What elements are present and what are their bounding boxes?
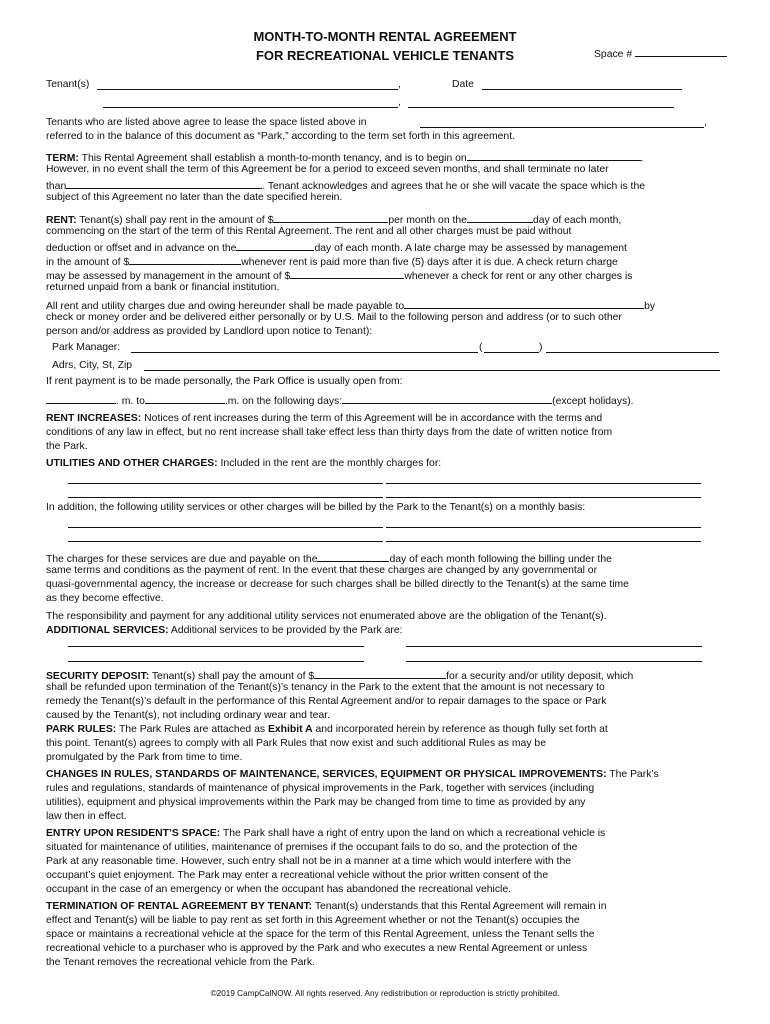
entry-line-3: Park at any reasonable time. However, such entry shall not be in a manner at a time which would interfere with the [46, 856, 571, 867]
term-line-2: However, in no event shall the term of this Agreement be for a period to exceed seven months, and shall terminate no later [46, 164, 609, 175]
rent-text-5a: may be assessed by management in the amount of $ [46, 271, 291, 282]
rent-line-4 [46, 254, 618, 268]
tenant-label: Tenant(s) [46, 79, 90, 90]
rent-line-9: person and/or address as provided by Landlord upon notice to Tenant): [46, 326, 373, 337]
termination-line-1 [46, 901, 607, 912]
term-heading: TERM: [46, 153, 79, 164]
changes-heading: CHANGES IN RULES, STANDARDS OF MAINTENANCE, SERVICES, EQUIPMENT OR PHYSICAL IMPROVEMENTS: [46, 769, 607, 780]
utilities-line-5: quasi-governmental agency, the increase or decrease for such charges shall be billed directly to the Tenant(s) at the same time [46, 579, 629, 590]
tenant-name-blank-1[interactable] [97, 89, 398, 90]
termination-heading: TERMINATION OF RENTAL AGREEMENT BY TENANT: [46, 901, 313, 912]
utility-billed-blank-4[interactable] [386, 541, 701, 542]
security-line-4: caused by the Tenant(s), not including ordinary wear and tear. [46, 710, 330, 721]
rent-line-5 [46, 268, 632, 282]
entry-line-2: situated for maintenance of utilities, maintenance of premises if the occupant fails to do so, and the protection of the [46, 842, 578, 853]
rent-line-6: returned unpaid from a bank or financial institution. [46, 282, 280, 293]
rent-line-11 [46, 393, 634, 407]
utility-included-blank-2[interactable] [386, 483, 701, 484]
park-name-blank[interactable] [420, 127, 704, 128]
utilities-line-3 [46, 551, 612, 565]
rent-text-4a: in the amount of $ [46, 257, 130, 268]
address-label: Adrs, City, St, Zip [52, 360, 133, 371]
rent-line-8: check or money order and be delivered either personally or by U.S. Mail to the following person and address (or to such other [46, 312, 622, 323]
exhibit-a: Exhibit A [267, 724, 313, 735]
rent-text-1b: per month on the [388, 215, 467, 226]
rent-line-7 [46, 298, 655, 312]
rent-day-blank[interactable] [467, 212, 533, 223]
security-line-2: shall be refunded upon termination of the Tenant(s)’s tenancy in the Park to the extent that the amount is not necessary to [46, 682, 605, 693]
title-line-1: MONTH-TO-MONTH RENTAL AGREEMENT [253, 29, 517, 44]
utility-included-blank-3[interactable] [68, 497, 383, 498]
changes-text-1b: The Park’s [609, 769, 659, 780]
security-line-3: remedy the Tenant(s)’s default in the performance of this Rental Agreement and/or to repair damages to the space or Park [46, 696, 607, 707]
term-start-blank[interactable] [467, 150, 641, 161]
security-text-1b: for a security and/or utility deposit, which [446, 671, 634, 682]
rent-increases-text-1: Notices of rent increases during the term of this Agreement will be in accordance with the terms and [144, 413, 603, 424]
additional-service-blank-2[interactable] [406, 646, 702, 647]
rent-line-2: commencing on the start of the term of this Rental Agreement. The rent and all other charges must be paid without [46, 226, 572, 237]
phone-area-code-blank[interactable] [484, 352, 539, 353]
paren-close: ) [539, 342, 543, 353]
utilities-text-1: Included in the rent are the monthly charges for: [220, 458, 442, 469]
additional-line-1 [46, 625, 403, 636]
park-rules-text-1b: and incorporated herein by reference as though fully set forth at [315, 724, 608, 735]
utilities-line-4: same terms and conditions as the payment of rent. In the event that these charges are changed by any governmental or [46, 565, 598, 576]
utilities-text-3a: The charges for these services are due and payable on the [46, 554, 318, 565]
utilities-heading: UTILITIES AND OTHER CHARGES: [46, 458, 218, 469]
termination-line-5: the Tenant removes the recreational vehicle from the Park. [46, 957, 315, 968]
term-line-1: TERM: This Rental Agreement shall establish a month-to-month tenancy, and is to begin on . [46, 150, 644, 164]
term-text-1: This Rental Agreement shall establish a month-to-month tenancy, and is to begin on [81, 153, 467, 164]
space-label: Space # [594, 49, 633, 60]
utilities-text-3b: day of each month following the billing under the [389, 554, 612, 565]
rent-text-3a: deduction or offset and in advance on the [46, 243, 237, 254]
payable-to-blank[interactable] [404, 298, 644, 309]
comma-3: , [704, 117, 707, 128]
rent-increases-heading: RENT INCREASES: [46, 413, 142, 424]
security-line-1 [46, 668, 633, 682]
entry-line-5: occupant in the case of an emergency or when the occupant has abandoned the recreational vehicle. [46, 884, 512, 895]
open-from-blank[interactable] [46, 393, 116, 404]
additional-text-1: Additional services to be provided by the Park are: [170, 625, 403, 636]
park-rules-line-2: this point. Tenant(s) agrees to comply with all Park Rules that now exist and such additional Rules as may be [46, 738, 546, 749]
utilities-line-6: as they become effective. [46, 593, 164, 604]
utility-included-blank-1[interactable] [68, 483, 383, 484]
park-rules-text-1a: The Park Rules are attached as [118, 724, 266, 735]
rent-text-11b: .m. on the following days: [224, 396, 343, 407]
changes-line-1 [46, 769, 659, 780]
date-blank-1[interactable] [482, 89, 682, 90]
date-blank-2[interactable] [408, 107, 674, 108]
changes-line-3: utilities), equipment and physical improvements within the Park may be changed from time to time as provided by any [46, 797, 586, 808]
park-manager-label: Park Manager: [52, 342, 121, 353]
security-heading: SECURITY DEPOSIT: [46, 671, 150, 682]
rent-line-3 [46, 240, 627, 254]
additional-service-blank-3[interactable] [68, 661, 364, 662]
utility-billed-blank-2[interactable] [386, 527, 701, 528]
paren-open: ( [479, 342, 483, 353]
tenant-name-blank-2[interactable] [103, 107, 398, 108]
copyright-footer: ©2019 CampCalNOW. All rights reserved. Any redistribution or reproduction is strictly prohibited. [210, 989, 560, 998]
billing-day-blank[interactable] [317, 551, 389, 562]
space-number-blank[interactable] [635, 46, 727, 57]
additional-heading: ADDITIONAL SERVICES: [46, 625, 169, 636]
park-rules-heading: PARK RULES: [46, 724, 117, 735]
title-line-2: FOR RECREATIONAL VEHICLE TENANTS [255, 48, 515, 63]
intro-text-b: referred to in the balance of this document as “Park,” according to the term set forth in this agreement. [46, 131, 515, 142]
comma-1: , [398, 79, 401, 90]
rent-increases-line-1 [46, 413, 602, 424]
park-rules-line-1 [46, 724, 608, 735]
check-return-blank[interactable] [290, 268, 404, 279]
rent-text-3b: day of each month. A late charge may be assessed by management [314, 243, 627, 254]
intro-text-a: Tenants who are listed above agree to lease the space listed above in [46, 117, 367, 128]
phone-number-blank[interactable] [546, 352, 719, 353]
security-deposit-blank[interactable] [314, 668, 446, 679]
rent-advance-day-blank[interactable] [236, 240, 314, 251]
rent-text-7b: by [644, 301, 656, 312]
date-label: Date [452, 79, 474, 90]
changes-line-4: law then in effect. [46, 811, 127, 822]
security-text-1a: Tenant(s) shall pay the amount of $ [151, 671, 315, 682]
term-than: than [46, 181, 67, 192]
address-blank[interactable] [144, 370, 720, 371]
utility-included-blank-4[interactable] [386, 497, 701, 498]
rent-text-11c: (except holidays). [552, 396, 634, 407]
utilities-line-2: In addition, the following utility services or other charges will be billed by the Park to the Tenant(s) on a monthly basis: [46, 502, 586, 513]
rent-amount-blank[interactable] [273, 212, 388, 223]
entry-line-4: occupant’s quiet enjoyment. The Park may enter a recreational vehicle without the prior written consent of the [46, 870, 549, 881]
comma-2: , [398, 97, 401, 108]
additional-service-blank-1[interactable] [68, 646, 364, 647]
rent-text-5b: whenever a check for rent or any other charges is [404, 271, 633, 282]
term-line-3 [46, 178, 645, 192]
utilities-line-7: The responsibility and payment for any additional utility services not enumerated above are the obligation of the Tenant(s). [46, 611, 607, 622]
park-rules-line-3: promulgated by the Park from time to time. [46, 752, 243, 763]
changes-line-2: rules and regulations, standards of maintenance of physical improvements in the Park, together with services (including [46, 783, 595, 794]
rent-line-1 [46, 212, 621, 226]
rent-text-7a: All rent and utility charges due and owing hereunder shall be made payable to [46, 301, 405, 312]
rent-text-1c: day of each month, [532, 215, 622, 226]
termination-line-3: space or maintains a recreational vehicle at the space for the term of this Rental Agreement, unless the Tenant sells the [46, 929, 595, 940]
rent-text-4b: whenever rent is paid more than five (5) days after it is due. A check return charge [241, 257, 618, 268]
term-end-blank[interactable] [66, 178, 262, 189]
park-manager-blank[interactable] [131, 352, 478, 353]
termination-line-2: effect and Tenant(s) will be liable to pay rent as set forth in this Agreement whether or not the Tenant(s) occupies the [46, 915, 580, 926]
termination-line-4: recreational vehicle to a purchaser who is approved by the Park and who executes a new Rental Agreement or unless [46, 943, 588, 954]
termination-text-1: Tenant(s) understands that this Rental Agreement will remain in [314, 901, 607, 912]
entry-heading: ENTRY UPON RESIDENT’S SPACE: [46, 828, 221, 839]
term-line-4: subject of this Agreement no later than the date specified herein. [46, 192, 343, 203]
rent-text-1a: Tenant(s) shall pay rent in the amount of $ [79, 215, 274, 226]
entry-line-1 [46, 828, 605, 839]
rent-heading: RENT: [46, 215, 77, 226]
rent-increases-line-2: conditions of any law in effect, but no rent increase shall take effect less than thirty days from the date of written notice from [46, 427, 613, 438]
rent-text-11a: . m. to [116, 396, 145, 407]
utilities-line-1 [46, 458, 441, 469]
open-to-blank[interactable] [145, 393, 225, 404]
rent-increases-line-3: the Park. [46, 441, 88, 452]
entry-text-1: The Park shall have a right of entry upon the land on which a recreational vehicle is [222, 828, 606, 839]
utility-billed-blank-3[interactable] [68, 541, 383, 542]
additional-service-blank-4[interactable] [406, 661, 702, 662]
open-days-blank[interactable] [342, 393, 552, 404]
utility-billed-blank-1[interactable] [68, 527, 383, 528]
space-number-field [594, 46, 727, 60]
term-text-3: . Tenant acknowledges and agrees that he or she will vacate the space which is the [262, 181, 645, 192]
rent-line-10: If rent payment is to be made personally, the Park Office is usually open from: [46, 376, 403, 387]
late-charge-blank[interactable] [129, 254, 241, 265]
